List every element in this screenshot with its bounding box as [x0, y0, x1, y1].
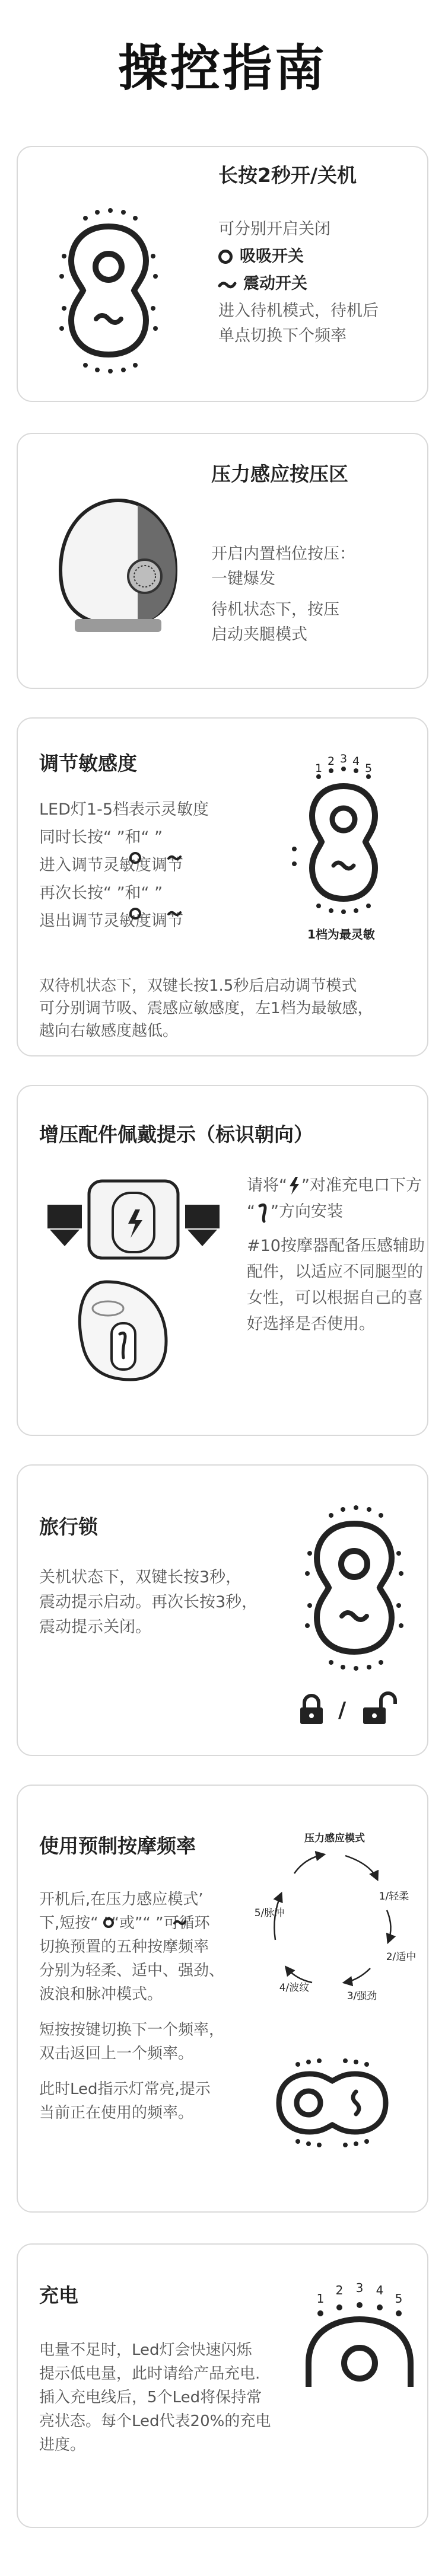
led-number: 3: [355, 2281, 364, 2295]
text-line: 可分别调节吸、震感应敏感度，左1档为最敏感，: [39, 1000, 373, 1017]
card-sensitivity: [17, 717, 428, 1056]
led-number: 2: [335, 2283, 344, 2297]
card-accessory: [17, 1085, 428, 1436]
text-line: 进度。: [39, 2436, 86, 2454]
mode-cycle-diagram: [246, 1827, 424, 2011]
text-line: 提示低电量，此时请给产品充电.: [39, 2365, 260, 2383]
section-heading: 使用预制按摩频率: [39, 1834, 196, 1857]
level-number: 5: [364, 762, 373, 775]
text-line: 关机状态下，双键长按3秒，: [39, 1568, 242, 1587]
card-travel-lock: [17, 1464, 428, 1756]
text-line: 可分别开启关闭: [218, 220, 330, 238]
suction-button-icon: [129, 908, 141, 920]
mode-label: 2/适中: [386, 1951, 417, 1963]
device-horizontal-illustration: [261, 2058, 403, 2147]
card-power: [17, 146, 428, 402]
text-line: 双待机状态下，双键长按1.5秒后启动调节模式: [39, 977, 357, 995]
charging-device-illustration: [297, 2268, 421, 2399]
text-line: 分别为轻柔、适中、强劲、: [39, 1962, 225, 1980]
sensitivity-device-illustration: [286, 752, 399, 920]
level-number: 4: [352, 755, 360, 768]
text-line: 插入充电线后，5个Led将保持常: [39, 2389, 262, 2406]
text-line: 一键爆发: [211, 570, 275, 588]
device-side-illustration: [50, 493, 186, 647]
text-line: 当前正在使用的频率。: [39, 2104, 194, 2122]
page-title: 操控指南: [117, 39, 327, 97]
level-number: 3: [339, 752, 348, 765]
text-line: 震动提示关闭。: [39, 1618, 151, 1636]
suction-button-icon: [103, 1917, 114, 1928]
text-line: 越向右敏感度越低。: [39, 1022, 179, 1040]
section-heading: 旅行锁: [39, 1515, 98, 1538]
card-charging: [17, 2243, 428, 2528]
card-presets: [17, 1785, 428, 2213]
text-line: “: [247, 1202, 255, 1221]
section-paragraph: [39, 975, 373, 1042]
mode-label: 5/脉冲: [254, 1907, 285, 1919]
text-line: 待机状态下，按压: [211, 601, 339, 619]
suction-toggle-label: 吸吸开关: [240, 247, 304, 266]
section-heading: 增压配件佩戴提示（标识朝向）: [39, 1123, 313, 1146]
text-line: 请将“: [247, 1176, 287, 1195]
text-line: 进入待机模式，待机后: [218, 302, 379, 320]
text-line: 短按按键切换下一个频率，: [39, 2021, 225, 2039]
suction-button-icon: [218, 250, 233, 264]
text-line: 进入调节灵敏度调节: [39, 856, 183, 874]
section-text: [247, 1173, 425, 1338]
text-line: 好选择是否使用。: [247, 1315, 375, 1333]
text-line: 再次长按“ ”和“ ”: [39, 884, 163, 902]
q-mark-icon: [256, 1201, 269, 1222]
text-line: 配件，以适应不同腿型的: [247, 1263, 423, 1281]
text-line: 此时Led指示灯常亮,提示: [39, 2080, 211, 2098]
text-line: LED灯1-5档表示灵敏度: [39, 800, 209, 819]
section-heading: 长按2秒开/关机: [218, 164, 357, 187]
locked-icon: [298, 1694, 325, 1725]
vibration-toggle-label: 震动开关: [243, 274, 307, 293]
text-line: 女性，可以根据自己的喜: [247, 1289, 423, 1307]
sensitivity-caption: 1档为最灵敏: [307, 927, 375, 941]
section-text: [39, 796, 209, 935]
level-number: 1: [314, 762, 323, 775]
led-number: 4: [376, 2283, 384, 2297]
section-heading: 调节敏感度: [39, 752, 137, 775]
unlocked-icon: [362, 1691, 395, 1725]
section-heading: 充电: [39, 2284, 78, 2307]
section-text: [218, 217, 379, 349]
card-pressure: [17, 433, 428, 689]
text-line: 亮状态。每个Led代表20%的充电: [39, 2412, 271, 2430]
mode-label: 4/波纹: [279, 1982, 310, 1994]
text-line: 切换预置的五种按摩频率: [39, 1938, 209, 1956]
section-text: [39, 2338, 271, 2457]
vibration-button-icon: [173, 1919, 186, 1926]
level-number: 2: [327, 755, 335, 768]
text-line: 同时长按“ ”和“ ”: [39, 828, 163, 847]
mode-label: 1/轻柔: [379, 1891, 409, 1903]
text-line: #10按摩器配备压感辅助: [247, 1237, 425, 1255]
lock-separator: /: [338, 1698, 347, 1722]
text-line: 下,短按“ ”“或”“ ”可循环: [39, 1914, 210, 1932]
text-line: 单点切换下个频率: [218, 327, 347, 345]
section-text: [211, 542, 355, 647]
led-number: 1: [316, 2291, 325, 2306]
vibration-button-icon: [167, 854, 182, 861]
led-number: 5: [395, 2291, 403, 2306]
device-front-illustration: [51, 202, 164, 374]
text-line: 电量不足时，Led灯会快速闪烁: [39, 2341, 252, 2359]
section-text: [39, 1888, 224, 2125]
mode-center-label: 压力感应模式: [304, 1833, 365, 1844]
text-line: 启动夹腿模式: [211, 625, 307, 644]
lock-device-illustration: [297, 1499, 409, 1671]
section-text: [39, 1565, 258, 1640]
lightning-icon: [288, 1177, 300, 1195]
vibration-button-icon: [167, 909, 182, 917]
suction-button-icon: [129, 852, 141, 864]
section-heading: 压力感应按压区: [211, 462, 348, 486]
text-line: ”方向安装: [271, 1202, 343, 1221]
vibration-button-icon: [218, 280, 236, 288]
mode-label: 3/强劲: [347, 1990, 377, 2002]
accessory-illustration: [42, 1175, 225, 1388]
text-line: 波浪和脉冲模式。: [39, 1986, 163, 2003]
text-line: 开机后,在压力感应模式’: [39, 1891, 204, 1908]
text-line: 开启内置档位按压：: [211, 545, 355, 563]
text-line: 退出调节灵敏度调节: [39, 912, 183, 930]
text-line: ”对准充电口下方: [301, 1176, 422, 1195]
text-line: 震动提示启动。再次长按3秒，: [39, 1593, 258, 1611]
text-line: 双击返回上一个频率。: [39, 2045, 194, 2063]
